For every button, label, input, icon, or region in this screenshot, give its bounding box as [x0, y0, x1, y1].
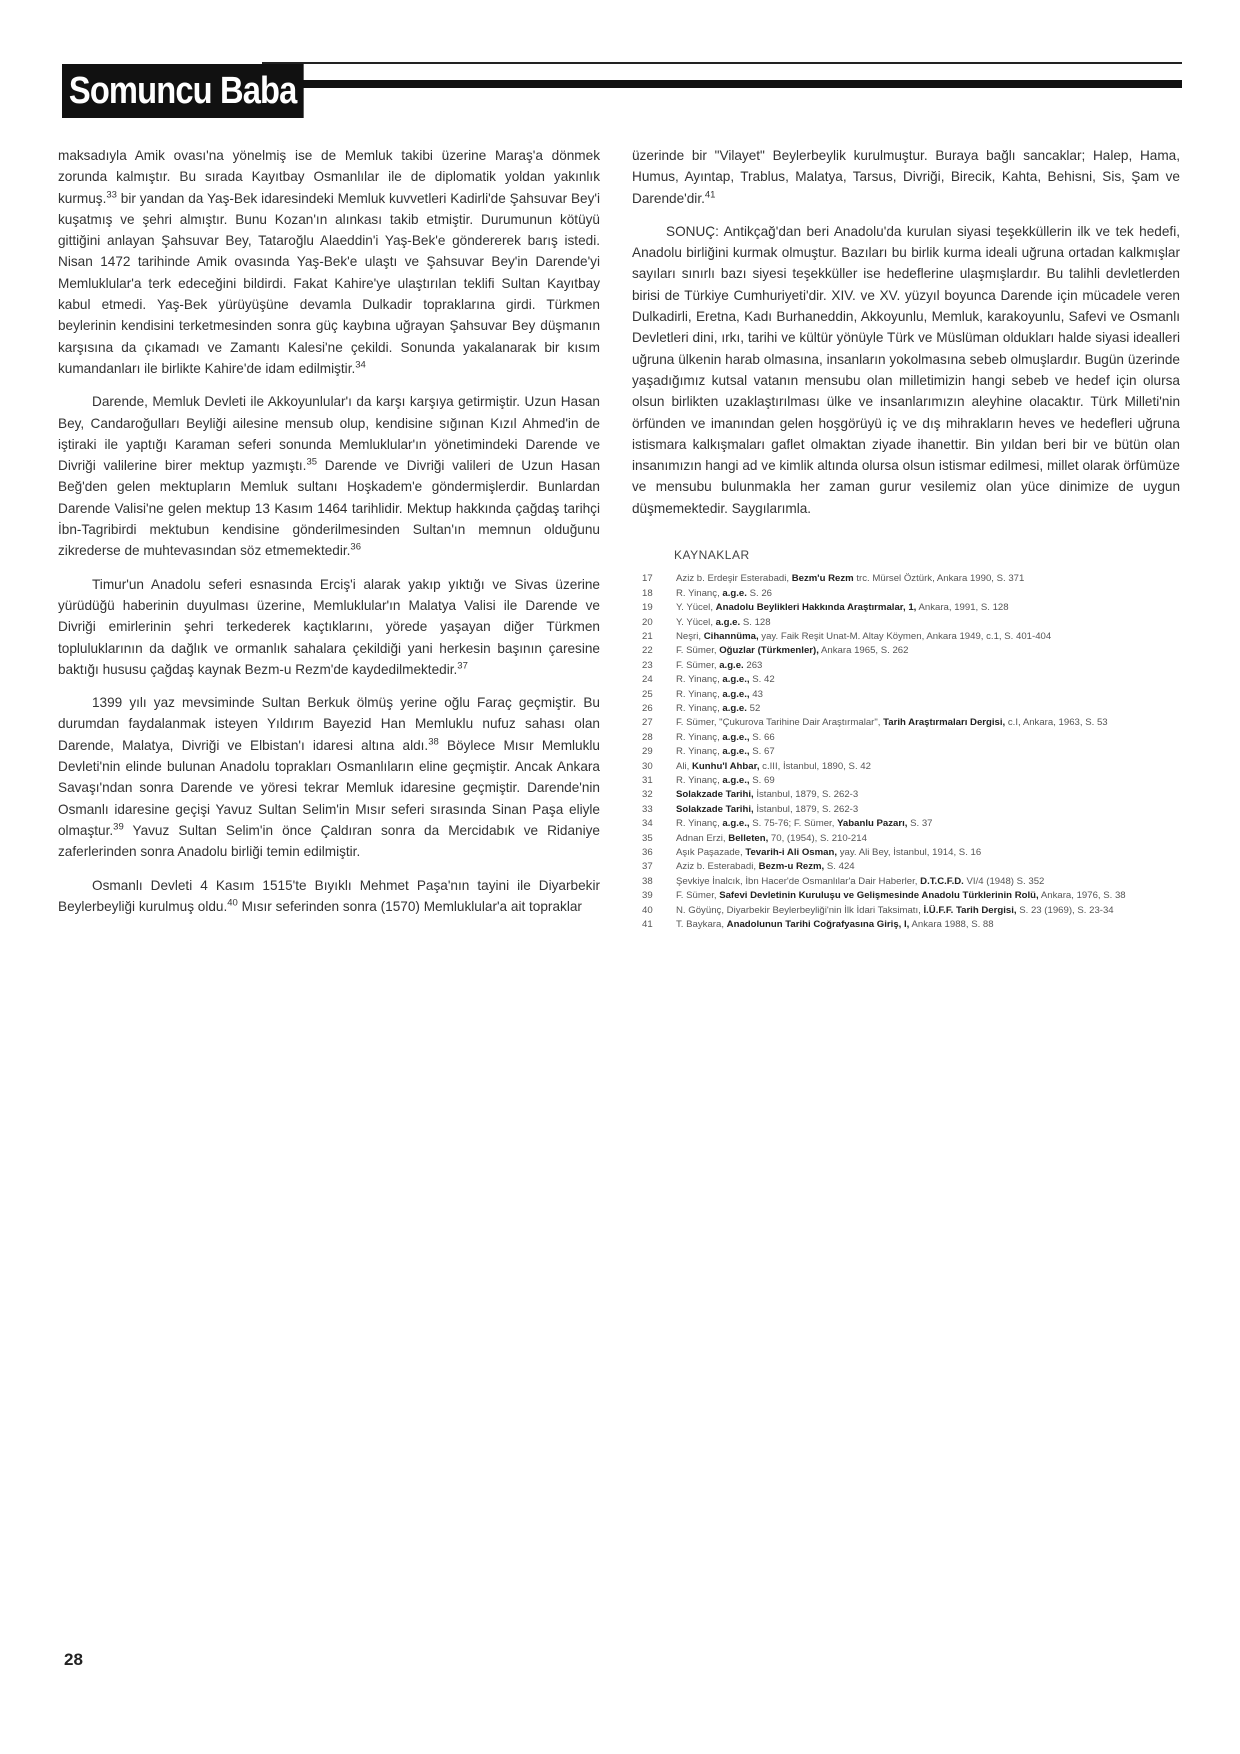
- reference-item: [632, 817, 1180, 831]
- reference-title: Anadolunun Tarihi Coğrafyasına Giriş, I,: [726, 919, 910, 931]
- paragraph-text: 1399 yılı yaz mevsiminde Sultan Berkuk ölmüş yerine oğlu Faraç geçmiştir. Bu durumdan faydalanmak isteyen Yıldırım Bayezid Han Memluklu nufuz sahası olan Darende, Malatya, Divriği ve Elbistan'ı idaresi altına aldı.: [58, 695, 600, 753]
- reference-title: İ.Ü.F.F. Tarih Dergisi,: [923, 904, 1017, 916]
- reference-text: S. 69: [749, 775, 775, 787]
- reference-title: Kunhu'l Ahbar,: [692, 760, 760, 772]
- reference-text: R. Yinanç,: [676, 746, 723, 758]
- reference-title: Oğuzlar (Türkmenler),: [719, 645, 819, 657]
- reference-item: [632, 788, 1180, 802]
- reference-text: Y. Yücel,: [676, 616, 716, 628]
- reference-text: Neşri,: [676, 630, 704, 642]
- reference-item: [632, 904, 1180, 918]
- reference-item: [632, 760, 1180, 774]
- reference-number: 36: [642, 847, 653, 859]
- reference-number: 22: [642, 645, 653, 657]
- reference-number: 17: [642, 573, 653, 585]
- reference-text: Şevkiye İnalcık, İbn Hacer'de Osmanlılar'a Dair Haberler,: [676, 875, 921, 887]
- paragraph-text: Darende ve Divriği valileri de Uzun Hasan Beğ'den gelen mektupların Memluk sultanı Hoşkadem'e göndermişlerdir. Bunlardan Darende Valisi'ne gelen mektup 13 Kasım 1464 tarihlidir. Mektup hakkında çağdaş tarihçi İbn-Tagribirdi mektubun kendisine gönderilmesinden Sultan'ın memnun olduğunu zikrederse de muhtevasından söz etmemektedir.: [58, 458, 601, 559]
- reference-text: F. Sümer,: [676, 645, 720, 657]
- reference-item: [632, 616, 1180, 630]
- reference-title: a.g.e.: [722, 703, 747, 714]
- reference-text: T. Baykara,: [676, 919, 727, 931]
- reference-item: [632, 889, 1180, 903]
- page-header: [62, 62, 1182, 128]
- reference-title: D.T.C.F.D.: [920, 875, 964, 887]
- paragraph-text: bir yandan da Yaş-Bek idaresindeki Memluk kuvvetleri Kadirli'de Şahsuvar Bey'i kuşatmış ve şehri almıştır. Bunu Kozan'ın alınkası takib etmiştir. Durumunun kötüyü gittiğini anlayan Şahsuvar Bey, Tataroğlu Alaeddin'i Yaş-Bek'e göndererek barış istedi. Nisan 1472 tarihinde Amik ovasında Yaş-Bek'e ulaştı ve Şahsuvar Bey'in Darende'yi Memluklular'a terk edeceğini bildirdi. Fakat Kahire'ye ulaştırılan teklifi Sultan Kayıtbay kabul etmedi. Yaş-Bek yürüyüşüne devamla Dulkadir topraklarına girdi. Türkmen beylerinin kendisini terketmesinden sonra güç kaybına uğrayan Şahsuvar Bey düşmanın karşısına da çıkamadı ve Zamantı Kalesi'ne çekildi. Sonunda yakalanarak bir kısım kumandanları ile birlikte Kahire'de idam edilmiştir.: [58, 190, 600, 376]
- reference-title: Belleten,: [728, 832, 769, 844]
- reference-item: [632, 601, 1180, 615]
- footnote-marker: 34: [355, 359, 366, 371]
- reference-title: a.g.e.,: [722, 775, 750, 787]
- reference-item: [632, 846, 1180, 860]
- paragraph-text: Böylece Mısır Memluklu Devleti'nin elinde bulunan Anadolu toprakları Osmanlıların eline geçmiştir. Ancak Ankara Savaşı'ndan sonra Darende ve yöresi tekrar Memluk idaresine geçmiştir. Darende'nin Osmanlı idaresine geçişi Yavuz Sultan Selim'in Mısır seferi sırasında Sinan Paşa eliyle olmaştur.: [58, 737, 600, 838]
- reference-text: R. Yinanç,: [676, 688, 723, 700]
- reference-item: [632, 803, 1180, 817]
- page-number: 28: [64, 1650, 83, 1669]
- reference-text: Ankara 1988, S. 88: [909, 919, 994, 931]
- reference-text: 52: [746, 703, 761, 714]
- reference-text: Adnan Erzi,: [676, 832, 729, 844]
- reference-text: Ankara 1965, S. 262: [818, 645, 909, 657]
- right-column: [632, 145, 1180, 933]
- reference-number: 28: [642, 731, 653, 743]
- paragraph: [632, 221, 1180, 519]
- reference-text: S. 66: [749, 731, 775, 743]
- reference-item: [632, 572, 1180, 586]
- reference-text: Y. Yücel,: [676, 602, 716, 614]
- header-rule-thick: [262, 80, 1182, 88]
- reference-text: R. Yinanç,: [676, 775, 723, 787]
- reference-text: S. 37: [907, 818, 933, 830]
- reference-text: R. Yinanç,: [676, 731, 723, 743]
- reference-number: 25: [642, 688, 653, 700]
- reference-text: R. Yinanç,: [676, 674, 723, 686]
- paragraph-text: Osmanlı Devleti 4 Kasım 1515'te Bıyıklı Mehmet Paşa'nın tayini ile Diyarbekir Beylerbeyliği kurulmuş oldu.: [58, 877, 600, 914]
- reference-text: Aziz b. Erdeşir Esterabadi,: [676, 573, 792, 585]
- reference-item: [632, 745, 1180, 759]
- paragraph: [632, 145, 1180, 209]
- paragraph-text: SONUÇ: Antikçağ'dan beri Anadolu'da kurulan siyasi teşekküllerin ilk ve tek hedefi, Anadolu birliğini kurmak olmuştur. Bazıları bu birlik kurma ideali uğruna ortadan kalkmışlar sayıları sınırlı bazı siyesi teşekküller ise hedeflerine ulaşmışlardır. Bu talihli devletlerden birisi de Türkiye Cumhuriyeti'dir. XIV. ve XV. yüzyıl boyunca Darende için mücadele veren Dulkadirli, Eretna, Kadı Burhaneddin, Akkoyunlu, Memluk, karakoyunlu, Safevi ve Osmanlı Devletleri dini, ırkı, tarihi ve kültür yönüyle Türk ve Müslüman oldukları halde siyasi idealleri uğruna ülkenin harab olmasına, insanların yokolmasına sebeb olmuşlardır. Bugün üzerinde yaşadığımız kutsal vatanın mensubu olan milletimizin hangi sebeb ve hedef için olursa olsun birlikten uzaklaştırılması ülke ve insanlarımızın aleyhine olacaktır. Türk Milleti'nin örfünden ve imanından gelen hoşgörüyü iç ve dış mihrakların heves ve hedefleri uğruna istismara kalkışmaları gaflet olmaktan ziyade ihanettir. Bin yıldan beri bir ve bütün olan insanımızın hangi ad ve kimlik altında olursa olsun istismar edilmesi, millet olarak örfümüze ve mensubu bulunmakla her zaman gurur vesilemiz olan yüce dinimize de uygun düşmemektedir. Saygılarımla.: [632, 223, 1180, 516]
- reference-text: S. 424: [824, 861, 855, 873]
- left-column: [58, 145, 600, 929]
- reference-text: R. Yinanç,: [676, 703, 723, 714]
- reference-title: a.g.e.: [715, 616, 741, 628]
- reference-title: Yabanlu Pazarı,: [837, 818, 908, 830]
- reference-text: S. 26: [746, 587, 773, 599]
- magazine-title: Somuncu Baba: [62, 64, 303, 118]
- reference-text: 70, (1954), S. 210-214: [768, 832, 867, 844]
- reference-number: 18: [642, 587, 653, 599]
- header-rule-thin: [262, 62, 1182, 64]
- references-list: [632, 572, 1180, 932]
- reference-number: 40: [642, 904, 653, 916]
- reference-title: Anadolu Beylikleri Hakkında Araştırmalar, 1,: [715, 602, 917, 614]
- reference-item: [632, 774, 1180, 788]
- reference-text: Aziz b. Esterabadi,: [676, 861, 759, 873]
- reference-text: yay. Ali Bey, İstanbul, 1914, S. 16: [837, 847, 982, 859]
- reference-item: [632, 716, 1180, 730]
- paragraph: [58, 574, 600, 680]
- right-column-body: [632, 145, 1180, 519]
- paragraph: [58, 391, 600, 561]
- reference-text: S. 42: [749, 674, 775, 686]
- reference-text: yay. Faik Reşit Unat-M. Altay Köymen, Ankara 1949, c.1, S. 401-404: [758, 630, 1052, 642]
- reference-number: 26: [642, 703, 653, 714]
- reference-text: c.III, İstanbul, 1890, S. 42: [759, 760, 871, 772]
- reference-text: F. Sümer,: [676, 890, 720, 902]
- reference-number: 29: [642, 746, 653, 758]
- paragraph: [58, 692, 600, 862]
- paragraph-text: Mısır seferinden sonra (1570) Memluklular'a ait topraklar: [237, 898, 582, 914]
- reference-item: [632, 644, 1180, 658]
- reference-item: [632, 630, 1180, 644]
- reference-number: 38: [642, 875, 653, 887]
- reference-number: 21: [642, 630, 653, 642]
- reference-title: Safevi Devletinin Kuruluşu ve Gelişmesinde Anadolu Türklerinin Rolü,: [719, 890, 1039, 902]
- reference-title: Bezm'u Rezm: [791, 573, 854, 585]
- footnote-marker: 33: [106, 189, 117, 201]
- reference-text: İstanbul, 1879, S. 262-3: [753, 789, 859, 801]
- reference-number: 30: [642, 760, 653, 772]
- reference-text: F. Sümer,: [676, 659, 720, 671]
- reference-text: Ankara, 1976, S. 38: [1038, 890, 1126, 902]
- reference-title: a.g.e.,: [722, 688, 750, 700]
- reference-text: VI/4 (1948) S. 352: [963, 875, 1045, 887]
- reference-title: Solakzade Tarihi,: [676, 803, 754, 815]
- reference-title: Tarih Araştırmaları Dergisi,: [883, 717, 1006, 729]
- reference-title: Solakzade Tarihi,: [676, 789, 754, 801]
- reference-number: 37: [642, 861, 653, 873]
- reference-number: 19: [642, 602, 653, 614]
- reference-number: 31: [642, 775, 653, 787]
- reference-number: 34: [642, 818, 653, 830]
- reference-number: 41: [642, 919, 653, 931]
- paragraph: [58, 145, 600, 379]
- paragraph-text: üzerinde bir "Vilayet" Beylerbeylik kurulmuştur. Buraya bağlı sancaklar; Halep, Hama, Humus, Ayıntap, Trablus, Malatya, Tarsus, Divriği, Birecik, Kahta, Behisni, Sis, Şam ve Darende'dir.: [632, 148, 1180, 206]
- reference-item: [632, 860, 1180, 874]
- reference-item: [632, 918, 1180, 932]
- footnote-marker: 41: [704, 189, 716, 201]
- reference-text: Ankara, 1991, S. 128: [916, 602, 1009, 614]
- footnote-marker: 35: [306, 456, 318, 468]
- reference-text: S. 75-76; F. Sümer,: [749, 818, 838, 830]
- reference-number: 39: [642, 890, 653, 902]
- footnote-marker: 39: [113, 821, 124, 833]
- reference-text: S. 67: [749, 746, 775, 758]
- reference-text: 263: [743, 659, 763, 671]
- reference-title: a.g.e.,: [722, 818, 750, 830]
- reference-text: Ali,: [676, 760, 692, 772]
- reference-text: R. Yinanç,: [676, 587, 723, 599]
- reference-number: 24: [642, 674, 653, 686]
- reference-title: a.g.e.,: [722, 731, 750, 743]
- reference-number: 27: [642, 717, 653, 729]
- reference-text: F. Sümer, "Çukurova Tarihine Dair Araştırmalar",: [676, 717, 884, 729]
- reference-text: trc. Mürsel Öztürk, Ankara 1990, S. 371: [853, 573, 1025, 585]
- reference-title: a.g.e.,: [722, 746, 750, 758]
- footnote-marker: 37: [457, 660, 468, 672]
- reference-item: [632, 875, 1180, 889]
- reference-text: 43: [749, 688, 763, 700]
- reference-text: Aşık Paşazade,: [676, 847, 746, 859]
- paragraph-text: Yavuz Sultan Selim'in önce Çaldıran sonra da Mercidabık ve Ridaniye zaferlerinden sonra Anadolu birliği temin edilmiştir.: [58, 822, 600, 860]
- reference-item: [632, 731, 1180, 745]
- reference-title: a.g.e.,: [722, 674, 750, 686]
- paragraph-text: Timur'un Anadolu seferi esnasında Erciş'i alarak yakıp yıktığı ve Sivas üzerine yürüdüğü haberinin duyulması üzerine, Memluklular'ın Malatya Valisi ile Darende ve Divriği emirlerinin şehri terkederek kaçtıklarını, yörede yaşayan diğer Türkmen topluluklarının da dağlık ve ormanlık sahalara çekildiği yani herkesin başının çaresine baktığı hususu çağdaş kaynak Bezm-u Rezm'de kaydedilmektedir.: [58, 576, 600, 677]
- reference-item: [632, 702, 1180, 716]
- reference-number: 35: [642, 832, 653, 844]
- footnote-marker: 40: [227, 897, 238, 909]
- paragraph-text: Darende, Memluk Devleti ile Akkoyunlular'ı da karşı karşıya getirmiştir. Uzun Hasan Bey, Candaroğulları Beyliği ailesine mensub olup, kendisine sığınan Kızıl Ahmed'in de iştiraki ile yaptığı Karaman seferi sonunda Memluklular'ın yönetimindeki Darende ve Divriği valilerine birer mektup yazmıştı.: [58, 394, 600, 474]
- paragraph: [58, 875, 600, 918]
- reference-text: N. Göyünç, Diyarbekir Beylerbeyliği'nin İlk İdari Taksimatı,: [676, 904, 924, 916]
- reference-text: S. 23 (1969), S. 23-34: [1016, 904, 1114, 916]
- reference-number: 20: [642, 616, 653, 628]
- reference-number: 23: [642, 659, 653, 671]
- reference-title: a.g.e.: [719, 659, 744, 671]
- reference-item: [632, 832, 1180, 846]
- reference-text: İstanbul, 1879, S. 262-3: [753, 803, 859, 815]
- reference-item: [632, 659, 1180, 673]
- reference-number: 33: [642, 803, 653, 815]
- reference-title: Bezm-u Rezm,: [758, 861, 825, 873]
- footnote-marker: 38: [428, 736, 439, 748]
- reference-title: Cihannüma,: [703, 630, 759, 642]
- footnote-marker: 36: [350, 541, 361, 553]
- reference-text: R. Yinanç,: [676, 818, 723, 830]
- reference-item: [632, 688, 1180, 702]
- reference-title: a.g.e.: [722, 587, 747, 599]
- reference-title: Tevarih-i Ali Osman,: [745, 847, 838, 859]
- paragraph-text: maksadıyla Amik ovası'na yönelmiş ise de Memluk takibi üzerine Maraş'a dönmek zorunda kalmıştır. Bu sırada Kayıtbay Osmanlılar ile de diplomatik yoldan yakınlık kurmuş.: [58, 148, 600, 206]
- reference-item: [632, 587, 1180, 601]
- reference-text: c.I, Ankara, 1963, S. 53: [1005, 717, 1108, 729]
- reference-item: [632, 673, 1180, 687]
- references-title: KAYNAKLAR: [674, 548, 750, 563]
- reference-number: 32: [642, 789, 653, 801]
- reference-text: S. 128: [740, 616, 771, 628]
